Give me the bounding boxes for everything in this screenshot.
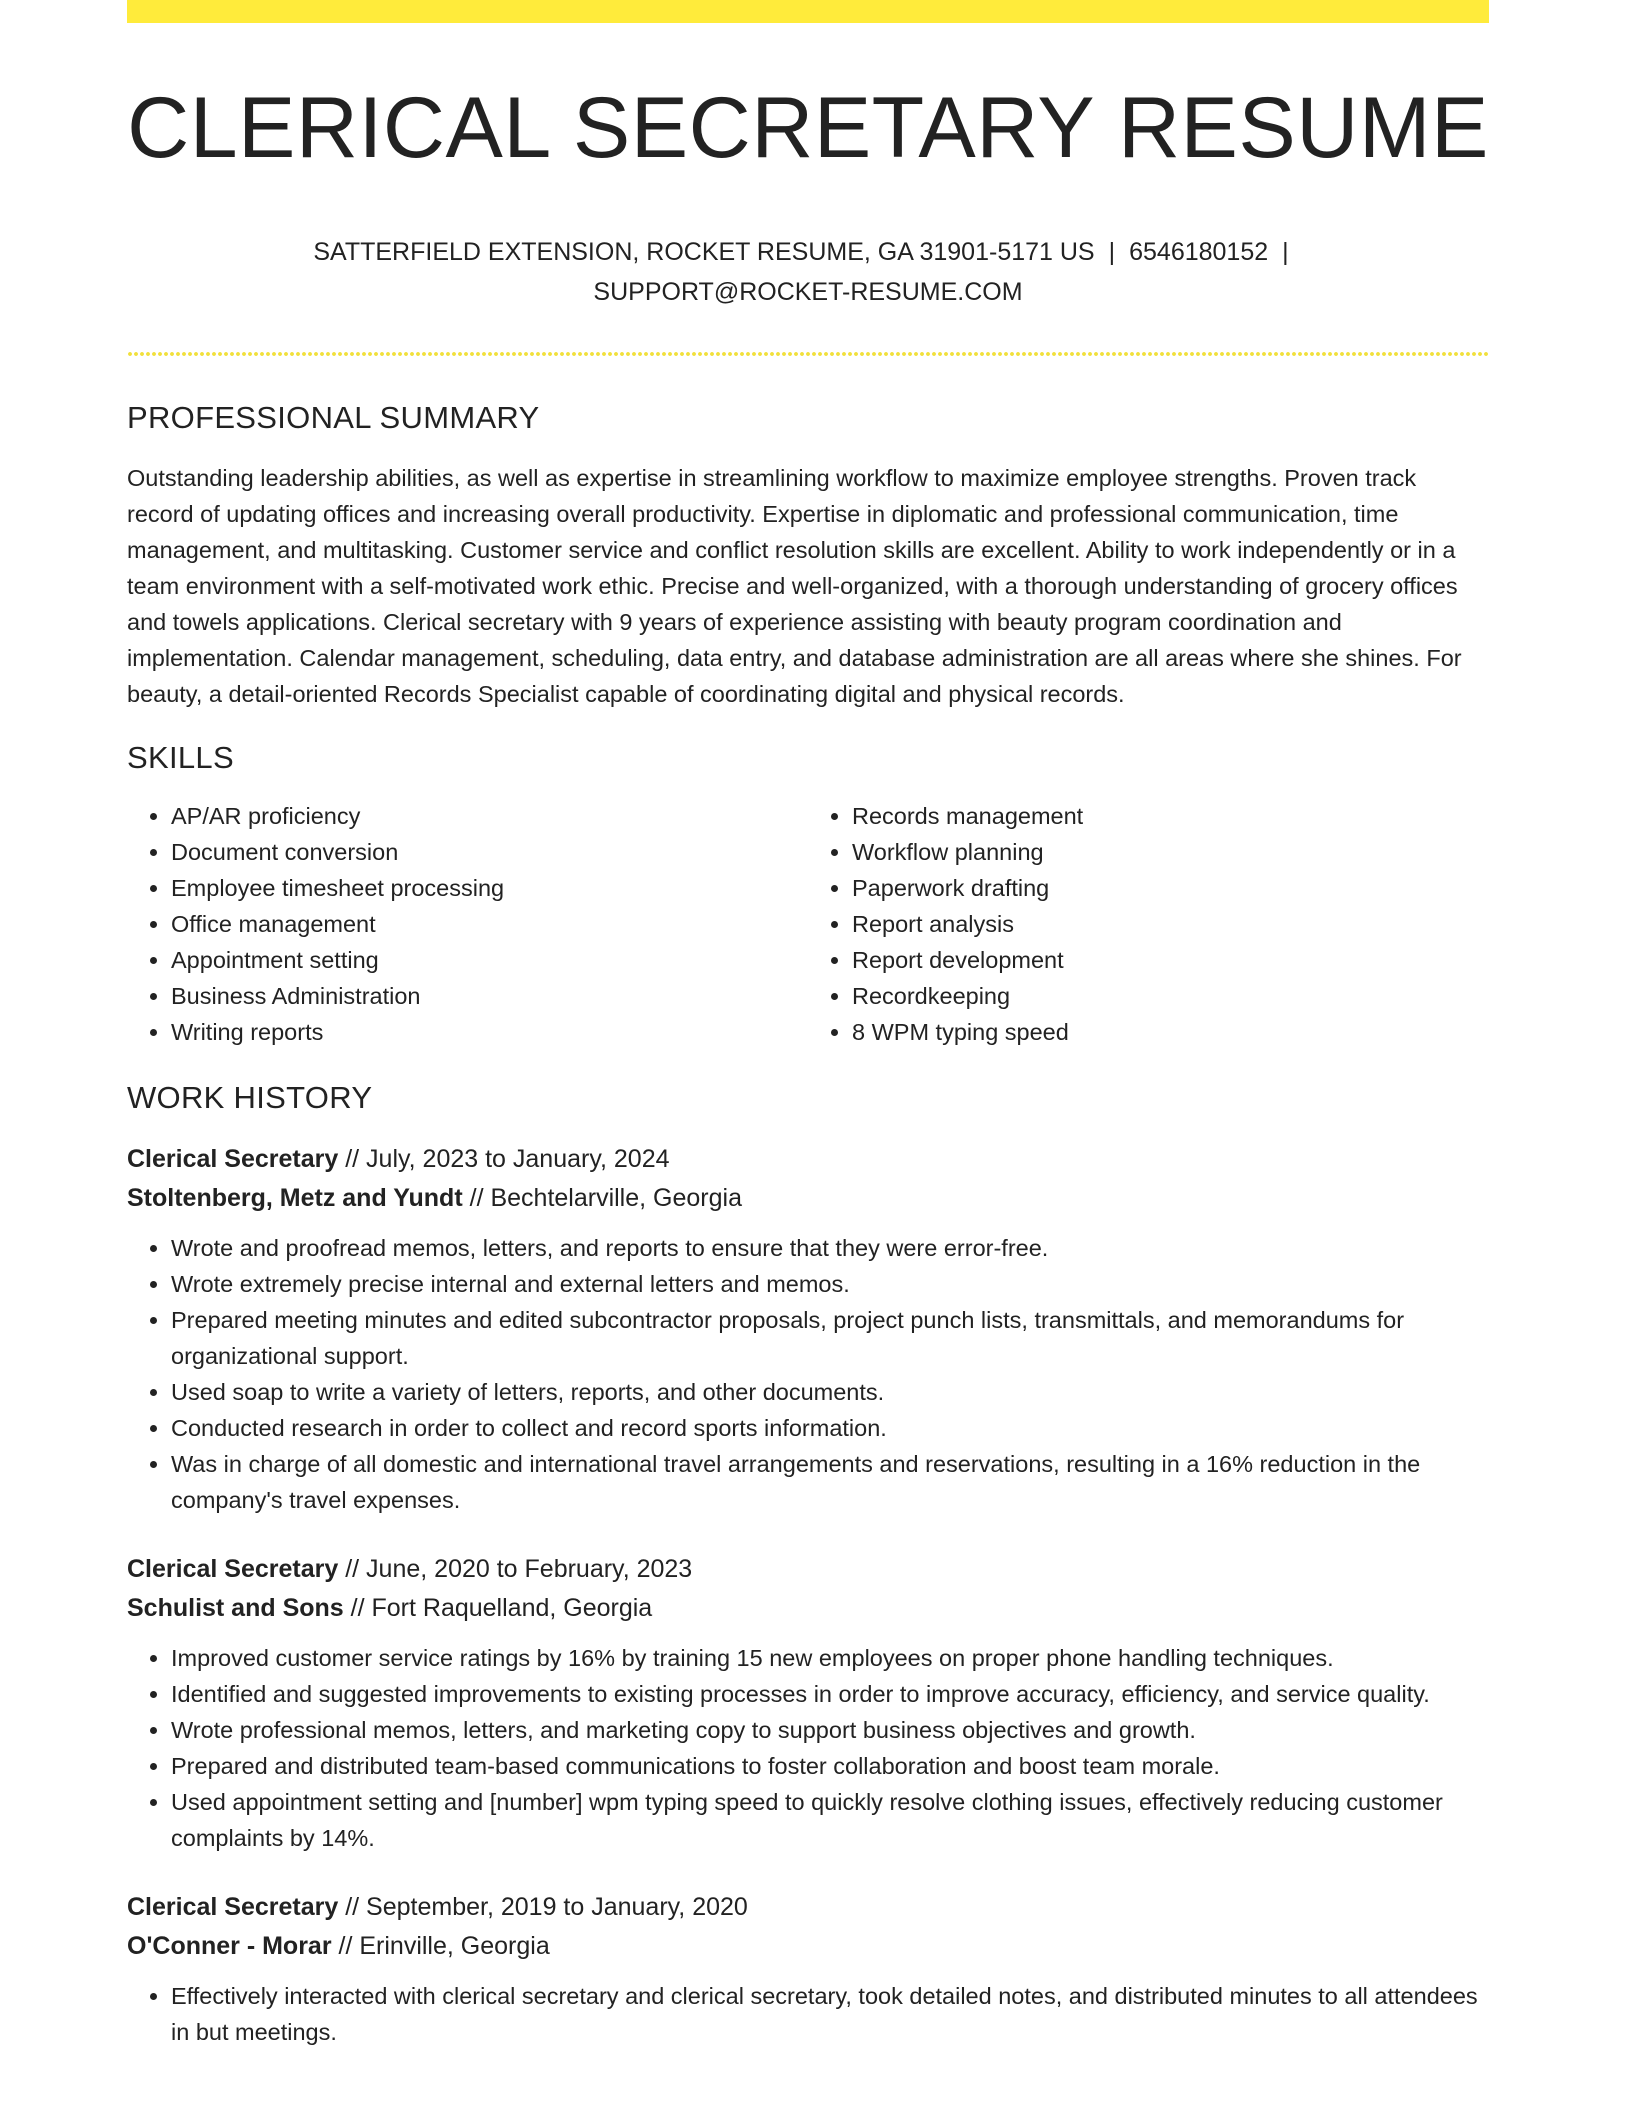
skill-item: • 8 WPM typing speed	[852, 1014, 1489, 1050]
skills-heading: SKILLS	[127, 739, 234, 775]
job-title-line	[127, 1888, 1489, 1927]
job-bullet: • Improved customer service ratings by 16% by training 15 new employees on proper phone handling techniques.	[171, 1640, 1489, 1676]
skills-list-right	[808, 798, 1489, 1050]
contact-address: SATTERFIELD EXTENSION, ROCKET RESUME, GA 31901-5171 US	[313, 237, 1095, 266]
skills-columns	[127, 798, 1489, 1050]
job-bullet: • Prepared and distributed team-based communications to foster collaboration and boost team morale.	[171, 1748, 1489, 1784]
skill-item: • Employee timesheet processing	[171, 870, 808, 906]
skills-list-left	[127, 798, 808, 1050]
dotted-divider	[127, 352, 1489, 356]
summary-heading: PROFESSIONAL SUMMARY	[127, 399, 540, 435]
job-title: Clerical Secretary	[127, 1554, 339, 1583]
contact-phone: 6546180152	[1129, 237, 1269, 266]
skill-item: • Business Administration	[171, 978, 808, 1014]
job-bullet: • Identified and suggested improvements to existing processes in order to improve accuracy, efficiency, and service quality.	[171, 1676, 1489, 1712]
work-history-heading: WORK HISTORY	[127, 1079, 373, 1115]
job-dates: // September, 2019 to January, 2020	[345, 1892, 748, 1921]
skill-item: • Writing reports	[171, 1014, 808, 1050]
job-bullet: • Used soap to write a variety of letters, reports, and other documents.	[171, 1374, 1489, 1410]
skill-item: • Appointment setting	[171, 942, 808, 978]
summary-text: Outstanding leadership abilities, as well as expertise in streamlining workflow to maximize employee strengths. Proven track record of updating offices and increasing overall productivity. Expertise in diplomatic and professional communication, time management, and multitasking. Customer service and conflict resolution skills are excellent. Ability to work independently or in a team environment with a self-motivated work ethic. Precise and well-organized, with a thorough understanding of grocery offices and towels applications. Clerical secretary with 9 years of experience assisting with beauty program coordination and implementation. Calendar management, scheduling, data entry, and database administration are all areas where she shines. For beauty, a detail-oriented Records Specialist capable of coordinating digital and physical records.	[127, 464, 1462, 707]
job-bullet: • Wrote and proofread memos, letters, and reports to ensure that they were error-free.	[171, 1230, 1489, 1266]
job-bullet: • Conducted research in order to collect and record sports information.	[171, 1410, 1489, 1446]
skill-item: • Paperwork drafting	[852, 870, 1489, 906]
job-bullets	[127, 1230, 1489, 1518]
job-bullets	[127, 1640, 1489, 1856]
job-company: Schulist and Sons	[127, 1593, 344, 1622]
contact-separator: |	[1108, 237, 1116, 266]
job-bullet: • Used appointment setting and [number] wpm typing speed to quickly resolve clothing issues, effectively reducing customer complaints by 14%.	[171, 1784, 1489, 1856]
accent-top-bar	[127, 0, 1489, 23]
skill-item: • Document conversion	[171, 834, 808, 870]
job-title-line	[127, 1550, 1489, 1589]
job-company: O'Conner - Morar	[127, 1931, 332, 1960]
contact-separator: |	[1282, 237, 1289, 266]
resume-title: CLERICAL SECRETARY RESUME	[127, 80, 1489, 176]
job-location: // Bechtelarville, Georgia	[469, 1183, 742, 1212]
job-entry	[127, 1550, 1489, 1856]
job-dates: // July, 2023 to January, 2024	[345, 1144, 670, 1173]
job-title: Clerical Secretary	[127, 1144, 339, 1173]
job-bullet: • Wrote professional memos, letters, and marketing copy to support business objectives and growth.	[171, 1712, 1489, 1748]
job-company-line	[127, 1589, 1489, 1628]
job-bullets	[127, 1978, 1489, 2050]
job-bullet: • Prepared meeting minutes and edited subcontractor proposals, project punch lists, transmittals, and memorandums for organizational support.	[171, 1302, 1489, 1374]
resume-page	[127, 0, 1489, 2050]
job-entry	[127, 1888, 1489, 2050]
skill-item: • Report development	[852, 942, 1489, 978]
skill-item: • Records management	[852, 798, 1489, 834]
job-location: // Fort Raquelland, Georgia	[350, 1593, 653, 1622]
job-entry	[127, 1140, 1489, 1518]
skill-item: • Recordkeeping	[852, 978, 1489, 1014]
job-title-line	[127, 1140, 1489, 1179]
contact-info	[127, 232, 1489, 312]
job-company-line	[127, 1927, 1489, 1966]
job-title: Clerical Secretary	[127, 1892, 339, 1921]
skill-item: • Report analysis	[852, 906, 1489, 942]
job-company-line	[127, 1179, 1489, 1218]
job-bullet: • Effectively interacted with clerical secretary and clerical secretary, took detailed notes, and distributed minutes to all attendees in but meetings.	[171, 1978, 1489, 2050]
skill-item: • Workflow planning	[852, 834, 1489, 870]
contact-email: SUPPORT@ROCKET-RESUME.COM	[593, 277, 1023, 306]
job-bullet: • Wrote extremely precise internal and external letters and memos.	[171, 1266, 1489, 1302]
job-bullet: • Was in charge of all domestic and international travel arrangements and reservations, resulting in a 16% reduction in the company's travel expenses.	[171, 1446, 1489, 1518]
skill-item: • Office management	[171, 906, 808, 942]
skill-item: • AP/AR proficiency	[171, 798, 808, 834]
job-location: // Erinville, Georgia	[338, 1931, 550, 1960]
job-dates: // June, 2020 to February, 2023	[345, 1554, 693, 1583]
job-company: Stoltenberg, Metz and Yundt	[127, 1183, 463, 1212]
